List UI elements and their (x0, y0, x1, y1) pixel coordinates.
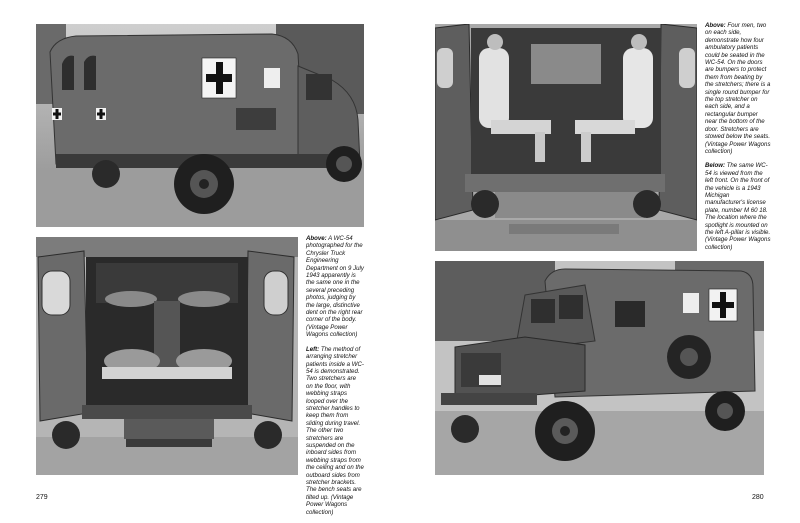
page-number-right: 280 (752, 494, 764, 501)
caption-above-label: Above: (306, 235, 327, 242)
caption-above-text: Four men, two on each side, demonstrate how four ambulatory patients could be seated in the WC-54. On the doors are bumpers to protect them from beating by the stretchers; there is a single round bumper for the top stretcher on each side, and a rectangular bumper near the bottom of the door. Stretchers are stowed below the seats. (Vintage Power Wagons collection) (705, 22, 771, 155)
photo-ambulance-seated-patients (435, 24, 697, 251)
photo-ambulance-left-front (435, 261, 764, 475)
photo-ambulance-rear-quarter (36, 24, 364, 227)
caption-below-label: Below: (705, 162, 725, 170)
caption-below-paragraph (705, 162, 771, 251)
page-number-left: 279 (36, 494, 48, 501)
caption-above-text: A WC-54 photographed for the Chrysler Truck Engineering Department on 9 July 1943 apparently is the same one in the several preceding photos, judging by the large, distinctive dent on the right rear corner of the body. (Vintage Power Wagons collection) (306, 235, 364, 339)
caption-left-text: The method of arranging stretcher patients inside a WC-54 is demonstrated. Two stretchers are on the floor, with webbing straps looped over the stretcher handles to keep them from sliding during travel. The other two stretchers are suspended on the inboard sides from webbing straps from the ceiling and on the outboard sides from stretcher brackets. The bench seats are tilted up. (Vintage Power Wagons collection) (306, 345, 364, 516)
caption-above-label: Above: (705, 22, 726, 29)
caption-left-label: Left: (306, 345, 320, 353)
caption-left-paragraph (306, 346, 364, 516)
caption-top-right (705, 22, 771, 258)
caption-above-paragraph (705, 22, 771, 155)
caption-below-text: The same WC-54 is viewed from the left front. On the front of the vehicle is a 1943 Michigan manufacturer's license plate, number M 60 18. The location where the spotlight is mounted on the left A-pillar is visible. (Vintage Power Wagons collection) (705, 162, 771, 251)
photo-ambulance-stretchers-interior (36, 237, 298, 475)
caption-above-paragraph (306, 235, 364, 339)
caption-left-middle (306, 235, 364, 523)
